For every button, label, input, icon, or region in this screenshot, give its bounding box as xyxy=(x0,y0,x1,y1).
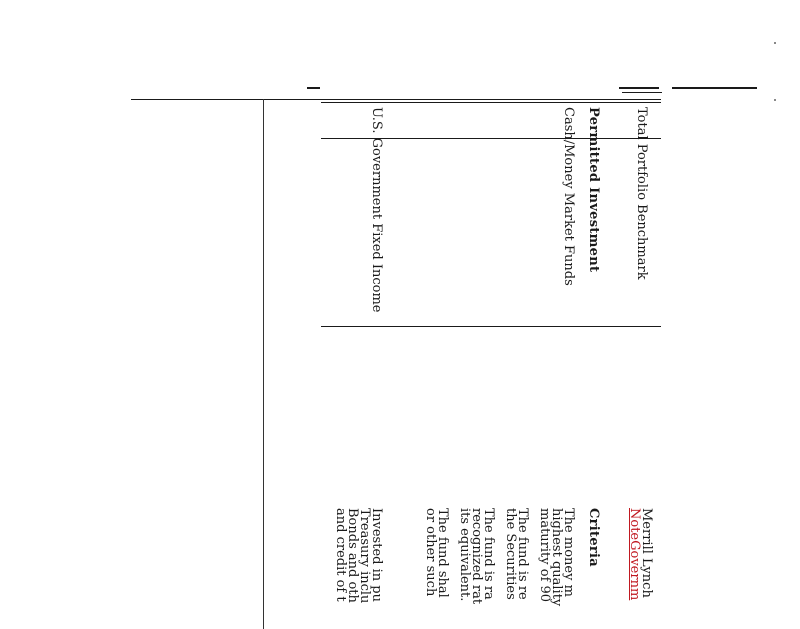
criteria-line: recognized rat xyxy=(469,508,484,605)
criteria-line: and credit of t xyxy=(333,508,348,602)
criteria-line: maturity of 90 xyxy=(537,508,552,603)
rotated-table-page xyxy=(321,99,661,629)
row-investment-us-gov: U.S. Government Fixed Income xyxy=(369,107,384,313)
table-top-rule xyxy=(619,87,659,89)
table-border-top xyxy=(321,102,661,103)
header-rule-left xyxy=(672,87,757,89)
table-column-divider-rest xyxy=(321,326,661,327)
benchmark-label: Total Portfolio Benchmark xyxy=(634,107,649,280)
column-header-criteria: Criteria xyxy=(586,508,601,568)
page-edge-mark xyxy=(307,87,320,89)
criteria-line: Treasury inclu xyxy=(357,508,372,604)
criteria-line: The fund is ra xyxy=(481,508,496,600)
row-investment-cash: Cash/Money Market Funds xyxy=(561,107,576,286)
column-separator xyxy=(263,99,264,629)
scan-speck xyxy=(774,42,776,44)
criteria-line: the Securities xyxy=(503,508,518,600)
criteria-line: The fund shal xyxy=(435,508,450,598)
criteria-line: The fund is re xyxy=(515,508,530,600)
table-border-outer xyxy=(131,99,661,100)
scan-speck xyxy=(774,99,776,101)
benchmark-value-line1: Merrill Lynch xyxy=(639,508,654,598)
column-header-investment: Permitted Investment xyxy=(586,107,601,273)
benchmark-value-line2: NoteGovernm xyxy=(627,508,642,601)
criteria-line: Invested in pu xyxy=(369,508,384,602)
criteria-line: its equivalent. xyxy=(457,508,472,602)
criteria-line: or other such xyxy=(423,508,438,597)
criteria-line: highest quality xyxy=(549,508,564,607)
criteria-line: The money m xyxy=(561,508,576,597)
table-top-rule-thin xyxy=(622,92,662,93)
criteria-line: Bonds and oth xyxy=(345,508,360,603)
